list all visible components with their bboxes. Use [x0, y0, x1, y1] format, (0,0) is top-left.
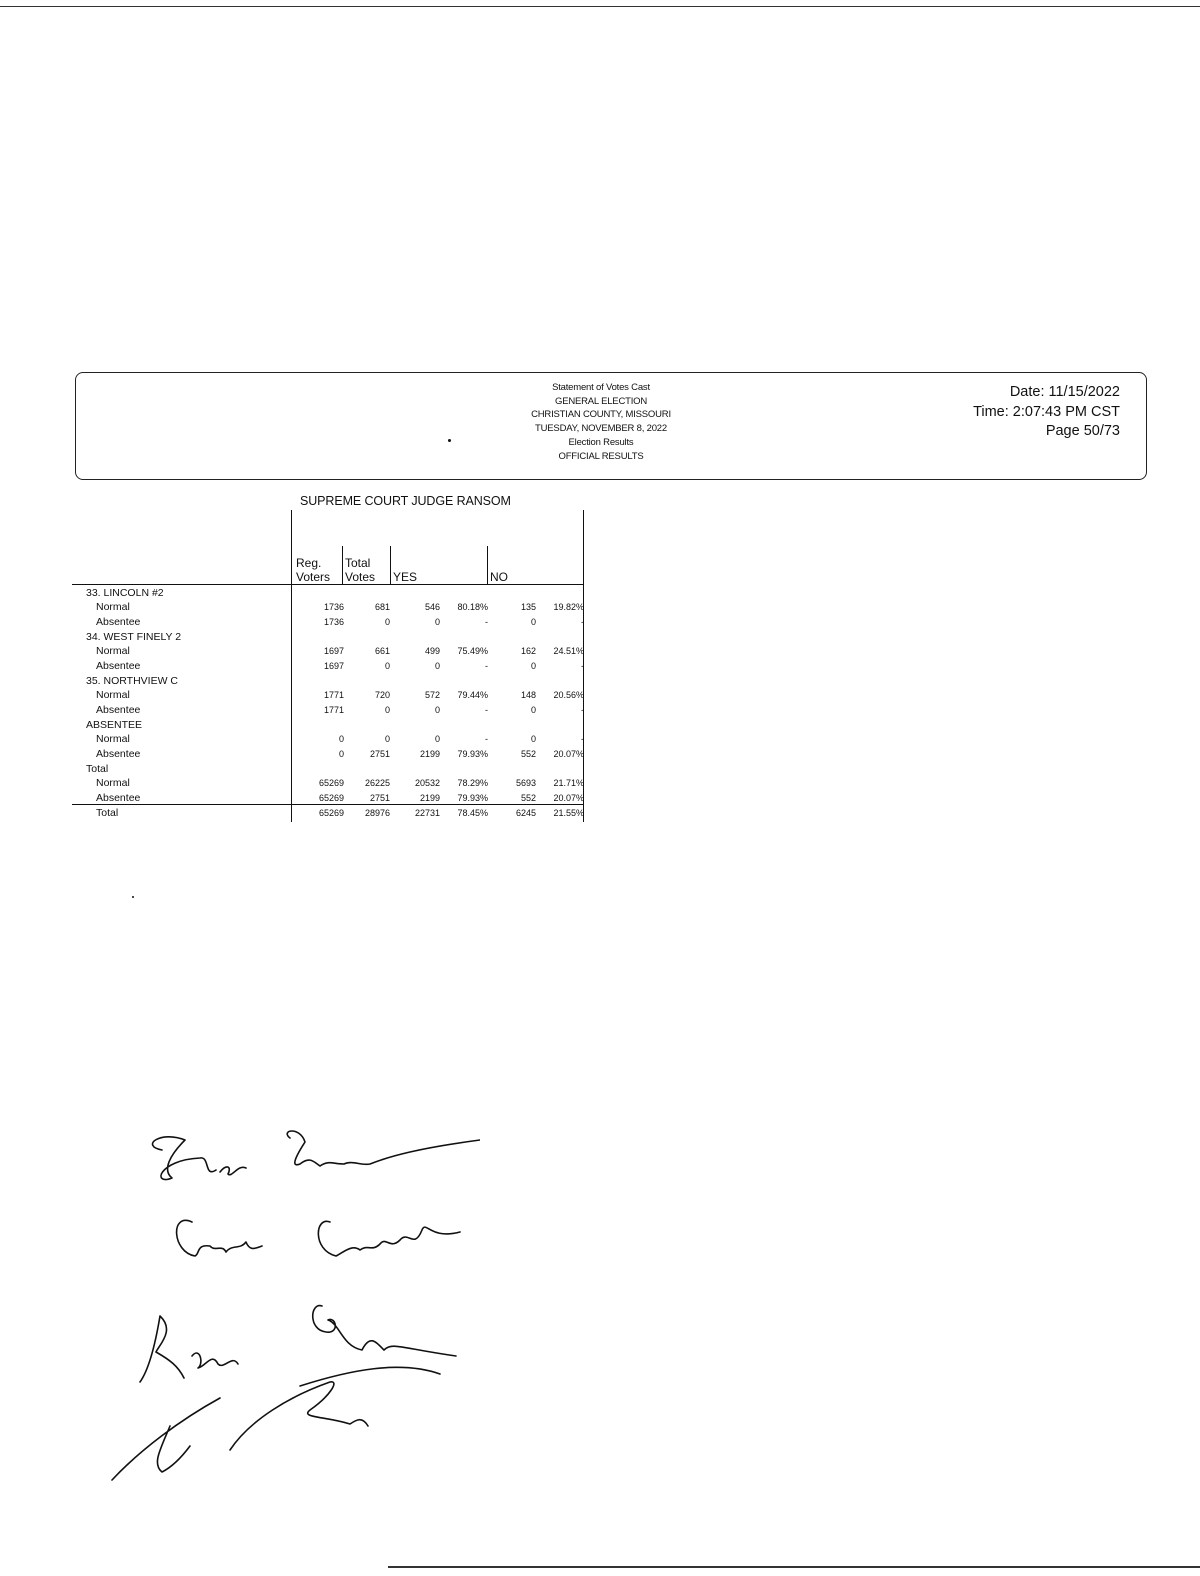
reg-voters: 1736 — [323, 616, 344, 627]
no-votes: 0 — [530, 660, 536, 671]
signature-3 — [140, 1306, 456, 1382]
reg-voters: 0 — [338, 734, 344, 744]
total-votes: 2751 — [369, 748, 390, 759]
yes-percent: 80.18% — [457, 602, 488, 612]
no-percent: - — [581, 704, 584, 715]
scan-edge-bottom — [388, 1566, 1200, 1568]
no-votes: 5693 — [515, 778, 536, 788]
column-divider — [342, 546, 343, 584]
report-heading — [526, 381, 676, 463]
column-total-line-1: Total — [345, 556, 371, 570]
total-votes: 0 — [384, 734, 390, 744]
no-votes: 552 — [520, 792, 536, 803]
total-votes: 0 — [384, 616, 390, 627]
no-votes: 0 — [530, 704, 536, 715]
table-row — [72, 660, 588, 675]
table-row — [72, 689, 588, 704]
column-yes: YES — [393, 570, 418, 584]
reg-voters: 1697 — [323, 646, 344, 656]
column-total-line-2: Votes — [345, 570, 376, 584]
reg-voters: 1771 — [323, 690, 344, 700]
no-votes: 135 — [520, 602, 536, 612]
reg-voters: 65269 — [318, 778, 344, 788]
column-reg-line-2: Voters — [296, 570, 331, 584]
table-row — [72, 616, 588, 631]
row-label: Absentee — [96, 703, 141, 716]
page-number: Page 50/73 — [1045, 423, 1120, 439]
column-reg-voters — [296, 556, 330, 584]
no-votes: 0 — [530, 734, 536, 744]
total-votes: 0 — [384, 704, 390, 715]
yes-votes: 546 — [424, 602, 440, 612]
yes-votes: 572 — [424, 690, 440, 700]
contest-title: SUPREME COURT JUDGE RANSOM — [300, 494, 511, 508]
scan-edge-top — [0, 6, 1200, 7]
total-votes: 720 — [374, 690, 390, 700]
reg-voters: 1736 — [323, 602, 344, 612]
results-table — [72, 510, 588, 822]
row-label: Normal — [96, 733, 130, 745]
grand-total-row — [72, 807, 588, 822]
yes-votes: 20532 — [414, 778, 440, 788]
yes-votes: 499 — [424, 646, 440, 656]
yes-percent: - — [485, 704, 488, 715]
row-label: ABSENTEE — [86, 719, 143, 731]
no-percent: - — [581, 660, 584, 671]
signature-4 — [112, 1367, 440, 1480]
yes-votes: 2199 — [419, 748, 440, 759]
reg-voters: 1697 — [323, 660, 344, 671]
no-percent: 24.51% — [553, 646, 584, 656]
total-votes: 0 — [384, 660, 390, 671]
report-meta — [973, 383, 1120, 442]
no-votes: 0 — [530, 616, 536, 627]
row-label: Normal — [96, 777, 130, 789]
heading-line-6: OFFICIAL RESULTS — [558, 450, 644, 462]
header-underline — [72, 584, 584, 585]
column-reg-line-1: Reg. — [296, 556, 322, 570]
yes-percent: 75.49% — [457, 646, 488, 656]
row-label: Total — [96, 806, 119, 819]
heading-line-3: CHRISTIAN COUNTY, MISSOURI — [531, 409, 671, 421]
row-label: 34. WEST FINELY 2 — [86, 631, 182, 643]
yes-votes: 0 — [434, 660, 440, 671]
no-percent: 21.71% — [553, 778, 584, 788]
scan-speck — [448, 439, 451, 442]
reg-voters: 1771 — [323, 704, 344, 715]
row-label: Absentee — [96, 615, 141, 628]
table-row — [72, 777, 588, 792]
heading-line-2: GENERAL ELECTION — [555, 395, 647, 407]
row-label: Normal — [96, 601, 130, 613]
yes-percent: 79.44% — [457, 690, 488, 700]
column-divider — [487, 546, 488, 584]
yes-votes: 0 — [434, 704, 440, 715]
row-label: Normal — [96, 689, 130, 701]
yes-percent: - — [485, 734, 488, 744]
yes-percent: - — [485, 616, 488, 627]
yes-votes: 0 — [434, 616, 440, 627]
signature-1 — [153, 1131, 480, 1180]
precinct-row — [72, 631, 588, 646]
yes-percent: - — [485, 660, 488, 671]
no-percent: 20.07% — [553, 748, 584, 759]
table-row — [72, 748, 588, 763]
reg-voters: 0 — [338, 748, 344, 759]
column-divider — [390, 546, 391, 584]
no-percent: 20.56% — [553, 690, 584, 700]
no-percent: 20.07% — [553, 792, 584, 803]
total-votes: 28976 — [364, 807, 390, 818]
precinct-row — [72, 763, 588, 778]
report-time: Time: 2:07:43 PM CST — [973, 403, 1120, 420]
report-header — [75, 372, 1147, 480]
total-votes: 661 — [374, 646, 390, 656]
row-label: Total — [86, 763, 109, 775]
reg-voters: 65269 — [318, 792, 344, 803]
yes-percent: 79.93% — [457, 748, 488, 759]
precinct-row — [72, 719, 588, 734]
reg-voters: 65269 — [318, 807, 344, 818]
row-label: 33. LINCOLN #2 — [86, 587, 164, 599]
yes-votes: 2199 — [419, 792, 440, 803]
no-votes: 162 — [520, 646, 536, 656]
report-date: Date: 11/15/2022 — [1009, 384, 1120, 400]
column-no: NO — [490, 570, 508, 584]
total-votes: 26225 — [364, 778, 390, 788]
scan-speck — [132, 896, 134, 898]
table-row — [72, 792, 588, 807]
precinct-row — [72, 587, 588, 602]
heading-line-4: TUESDAY, NOVEMBER 8, 2022 — [535, 423, 667, 435]
table-row — [72, 645, 588, 660]
no-votes: 148 — [520, 690, 536, 700]
no-votes: 6245 — [515, 807, 536, 818]
precinct-row — [72, 675, 588, 690]
column-total-votes — [345, 556, 375, 584]
heading-line-5: Election Results — [568, 436, 634, 448]
no-percent: 19.82% — [553, 602, 584, 612]
table-row — [72, 704, 588, 719]
row-label: Absentee — [96, 747, 141, 760]
no-percent: 21.55% — [553, 807, 584, 818]
row-label: Normal — [96, 645, 130, 657]
yes-percent: 78.29% — [457, 778, 488, 788]
table-row — [72, 733, 588, 748]
no-percent: - — [581, 734, 584, 744]
signature-2 — [177, 1220, 460, 1256]
row-label: Absentee — [96, 791, 141, 804]
yes-votes: 22731 — [414, 807, 440, 818]
signatures-block — [100, 1120, 480, 1500]
row-label: 35. NORTHVIEW C — [86, 675, 178, 687]
row-label: Absentee — [96, 659, 141, 672]
yes-percent: 78.45% — [457, 807, 488, 818]
total-votes: 681 — [374, 602, 390, 612]
no-percent: - — [581, 616, 584, 627]
table-row — [72, 601, 588, 616]
yes-votes: 0 — [434, 734, 440, 744]
yes-percent: 79.93% — [457, 792, 488, 803]
total-votes: 2751 — [369, 792, 390, 803]
heading-line-1: Statement of Votes Cast — [552, 382, 650, 393]
no-votes: 552 — [520, 748, 536, 759]
